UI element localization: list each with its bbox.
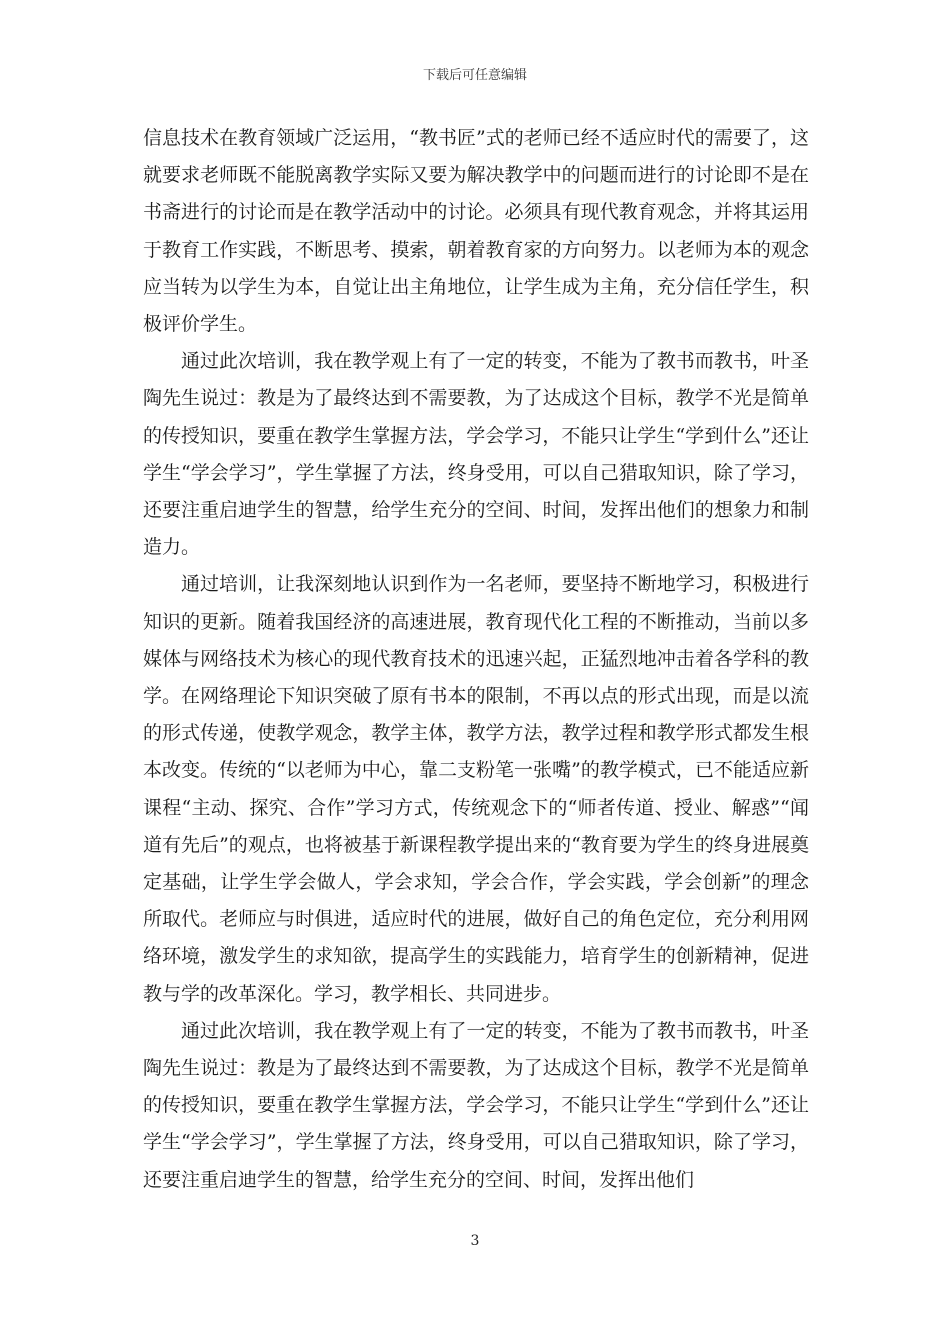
document-body (143, 120, 809, 1199)
paragraph-training-learning: 通过培训，让我深刻地认识到作为一名老师，要坚持不断地学习，积极进行知识的更新。随着我国经济的高速进展，教育现代化工程的不断推动，当前以多媒体与网络技术为核心的现代教育技术的迅速兴起，正猛烈地冲击着各学科的教学。在网络理论下知识突破了原有书本的限制，不再以点的形式出现，而是以流的形式传递，使教学观念，教学主体，教学方法，教学过程和教学形式都发生根本改变。传统的“以老师为中心，靠二支粉笔一张嘴”的教学模式，已不能适应新课程“主动、探究、合作”学习方式，传统观念下的“师者传道、授业、解惑”“闻道有先后”的观点，也将被基于新课程教学提出来的“教育要为学生的终身进展奠定基础，让学生学会做人，学会求知，学会合作，学会实践，学会创新”的理念所取代。老师应与时俱进，适应时代的进展，做好自己的角色定位，充分利用网络环境，激发学生的求知欲，提高学生的实践能力，培育学生的创新精神，促进教与学的改革深化。学习，教学相长、共同进步。 (143, 573, 809, 1005)
page-header: 下载后可任意编辑 (422, 68, 527, 83)
paragraph-continued: 信息技术在教育领域广泛运用，“教书匠”式的老师已经不适应时代的需要了，这就要求老师既不能脱离教学实际又要为解决教学中的问题而进行的讨论即不是在书斋进行的讨论而是在教学活动中的讨论。必须具有现代教育观念，并将其运用于教育工作实践，不断思考、摸索，朝着教育家的方向努力。以老师为本的观念应当转为以学生为本，自觉让出主角地位，让学生成为主角，充分信任学生，积极评价学生。 (143, 127, 809, 336)
page-number: 3 (470, 1233, 480, 1249)
paragraph-training-teaching-view: 通过此次培训，我在教学观上有了一定的转变，不能为了教书而教书，叶圣陶先生说过：教是为了最终达到不需要教，为了达成这个目标，教学不光是简单的传授知识，要重在教学生掌握方法，学会学习，不能只让学生“学到什么”还让学生“学会学习”，学生掌握了方法，终身受用，可以自己猎取知识，除了学习，还要注重启迪学生的智慧，给学生充分的空间、时间，发挥出他们的想象力和制造力。 (143, 350, 809, 559)
paragraph-training-teaching-view-repeat: 通过此次培训，我在教学观上有了一定的转变，不能为了教书而教书，叶圣陶先生说过：教是为了最终达到不需要教，为了达成这个目标，教学不光是简单的传授知识，要重在教学生掌握方法，学会学习，不能只让学生“学到什么”还让学生“学会学习”，学生掌握了方法，终身受用，可以自己猎取知识，除了学习，还要注重启迪学生的智慧，给学生充分的空间、时间，发挥出他们 (143, 1019, 809, 1191)
